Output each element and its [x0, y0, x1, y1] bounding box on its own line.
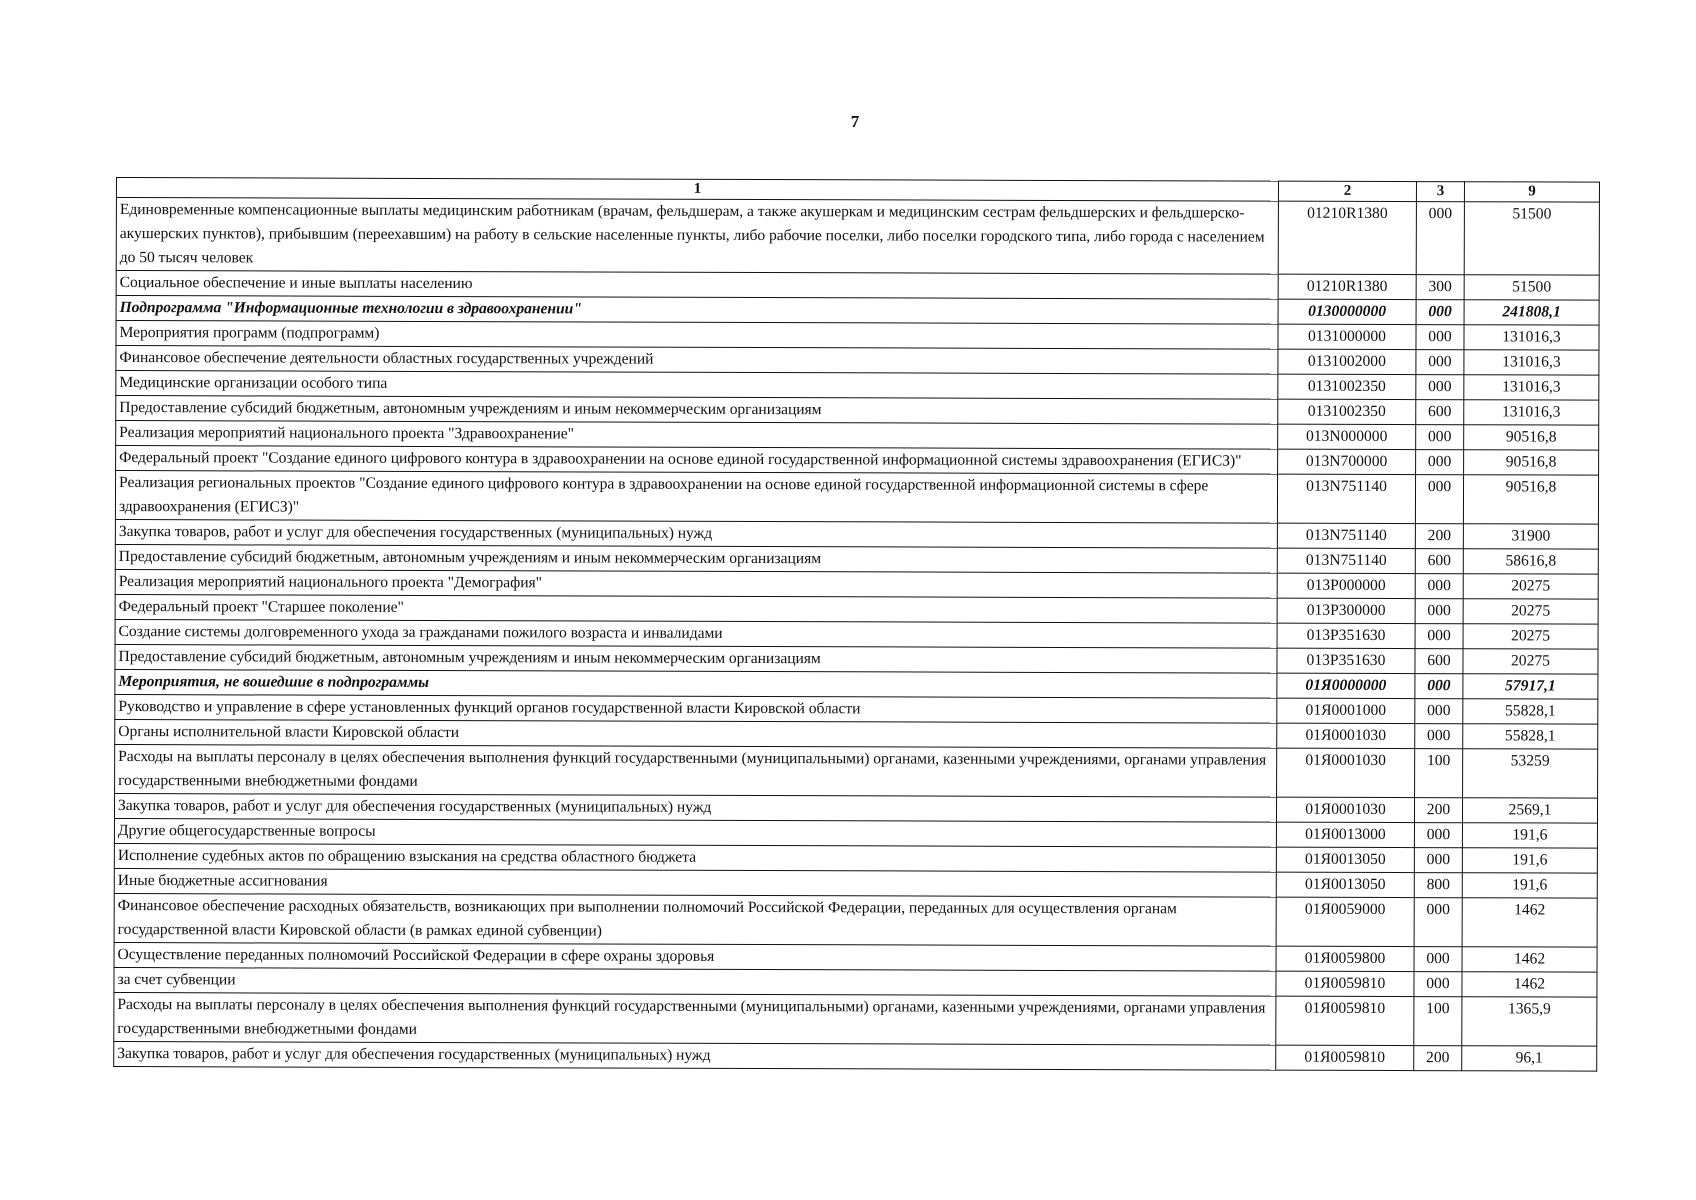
row-name-cell: Исполнение судебных актов по обращению взыскания на средства областного бюджета — [114, 843, 1276, 872]
row-kvr-cell: 000 — [1416, 425, 1464, 450]
row-name-cell: Мероприятия программ (подпрограмм) — [116, 321, 1278, 350]
row-sum-cell: 131016,3 — [1464, 400, 1599, 425]
row-kvr-cell: 600 — [1415, 549, 1463, 574]
row-name-cell: Осуществление переданных полномочий Российской Федерации в сфере охраны здоровья — [114, 942, 1276, 971]
row-name-cell: Расходы на выплаты персоналу в целях обеспечения выполнения функций государственными (муниципальными) органами, казенными учреждениями, органами управления государственными внебюджетными фондами — [115, 744, 1277, 797]
row-code-cell: 013N000000 — [1278, 424, 1416, 449]
row-sum-cell: 55828,1 — [1463, 699, 1598, 724]
row-kvr-cell: 000 — [1416, 350, 1464, 375]
row-sum-cell: 131016,3 — [1464, 375, 1599, 400]
row-sum-cell: 20275 — [1463, 574, 1598, 599]
row-code-cell: 01Я0059810 — [1276, 971, 1414, 996]
row-code-cell: 0131002000 — [1278, 349, 1416, 374]
row-sum-cell: 1462 — [1462, 898, 1597, 947]
row-name-cell: Расходы на выплаты персоналу в целях обеспечения выполнения функций государственными (муниципальными) органами, казенными учреждениями, органами управления государственными внебюджетными фондами — [114, 992, 1276, 1045]
row-sum-cell: 1365,9 — [1462, 997, 1597, 1046]
row-sum-cell: 55828,1 — [1463, 724, 1598, 749]
row-code-cell: 013N751140 — [1277, 523, 1415, 548]
row-kvr-cell: 000 — [1416, 450, 1464, 475]
row-kvr-cell: 000 — [1415, 674, 1463, 699]
row-code-cell: 0131002350 — [1278, 374, 1416, 399]
row-code-cell: 013P351630 — [1277, 623, 1415, 648]
row-code-cell: 01210R1380 — [1278, 201, 1416, 274]
row-sum-cell: 31900 — [1463, 524, 1598, 549]
row-name-cell: Социальное обеспечение и иные выплаты населению — [116, 271, 1278, 300]
header-col-9: 9 — [1464, 182, 1599, 202]
row-code-cell: 01Я0059000 — [1276, 897, 1414, 946]
row-name-cell: Подпрограмма "Информационные технологии в здравоохранении" — [116, 296, 1278, 325]
row-sum-cell: 51500 — [1464, 202, 1599, 275]
row-kvr-cell: 100 — [1415, 749, 1463, 798]
row-name-cell: Предоставление субсидий бюджетным, автономным учреждениям и иным некоммерческим организациям — [115, 544, 1277, 573]
row-name-cell: Закупка товаров, работ и услуг для обеспечения государственных (муниципальных) нужд — [115, 519, 1277, 548]
row-code-cell: 01210R1380 — [1278, 274, 1416, 299]
row-kvr-cell: 100 — [1414, 997, 1462, 1046]
page-number: 7 — [850, 112, 860, 131]
row-name-cell: Руководство и управление в сфере установленных функций органов государственной власти Кировской области — [115, 694, 1277, 723]
row-code-cell: 01Я0000000 — [1277, 673, 1415, 698]
row-sum-cell: 90516,8 — [1463, 475, 1598, 524]
row-sum-cell: 53259 — [1463, 749, 1598, 798]
row-sum-cell: 131016,3 — [1464, 325, 1599, 350]
row-code-cell: 013P000000 — [1277, 573, 1415, 598]
row-code-cell: 01Я0001000 — [1277, 698, 1415, 723]
budget-table — [113, 177, 1600, 1072]
row-sum-cell: 96,1 — [1462, 1046, 1597, 1071]
row-name-cell: Мероприятия, не вошедшие в подпрограммы — [115, 669, 1277, 698]
row-sum-cell: 1462 — [1462, 972, 1597, 997]
table-row — [115, 744, 1598, 798]
table-row — [114, 893, 1597, 947]
row-code-cell: 01Я0013050 — [1276, 847, 1414, 872]
header-col-2: 2 — [1278, 181, 1416, 201]
row-code-cell: 0130000000 — [1278, 299, 1416, 324]
row-kvr-cell: 000 — [1415, 724, 1463, 749]
row-code-cell: 01Я0059810 — [1276, 1045, 1414, 1070]
row-kvr-cell: 000 — [1415, 574, 1463, 599]
row-code-cell: 013N751140 — [1277, 548, 1415, 573]
row-sum-cell: 2569,1 — [1462, 798, 1597, 823]
row-name-cell: Реализация мероприятий национального проекта "Демография" — [115, 569, 1277, 598]
row-sum-cell: 57917,1 — [1463, 674, 1598, 699]
row-kvr-cell: 800 — [1414, 873, 1462, 898]
row-sum-cell: 20275 — [1463, 649, 1598, 674]
row-kvr-cell: 000 — [1414, 898, 1462, 947]
row-sum-cell: 20275 — [1463, 599, 1598, 624]
row-sum-cell: 191,6 — [1462, 823, 1597, 848]
row-code-cell: 01Я0013050 — [1276, 872, 1414, 897]
row-sum-cell: 51500 — [1464, 275, 1599, 300]
row-kvr-cell: 000 — [1414, 972, 1462, 997]
row-code-cell: 013P300000 — [1277, 598, 1415, 623]
row-name-cell: Финансовое обеспечение деятельности областных государственных учреждений — [116, 346, 1278, 375]
row-code-cell: 01Я0059800 — [1276, 946, 1414, 971]
table-row — [116, 198, 1599, 276]
row-sum-cell: 191,6 — [1462, 873, 1597, 898]
row-code-cell: 01Я0013000 — [1276, 822, 1414, 847]
table-row — [114, 1041, 1597, 1071]
row-kvr-cell: 200 — [1414, 1046, 1462, 1071]
row-kvr-cell: 000 — [1416, 300, 1464, 325]
row-code-cell: 0131000000 — [1278, 324, 1416, 349]
row-code-cell: 01Я0001030 — [1277, 748, 1415, 797]
row-sum-cell: 58616,8 — [1463, 549, 1598, 574]
row-name-cell: Предоставление субсидий бюджетным, автономным учреждениям и иным некоммерческим организациям — [115, 644, 1277, 673]
row-name-cell: за счет субвенции — [114, 967, 1276, 996]
row-name-cell: Создание системы долговременного ухода за гражданами пожилого возраста и инвалидами — [115, 619, 1277, 648]
row-sum-cell: 1462 — [1462, 947, 1597, 972]
row-name-cell: Предоставление субсидий бюджетным, автономным учреждениям и иным некоммерческим организациям — [116, 396, 1278, 425]
row-kvr-cell: 000 — [1416, 202, 1464, 275]
row-code-cell: 01Я0001030 — [1277, 723, 1415, 748]
row-kvr-cell: 200 — [1414, 798, 1462, 823]
row-kvr-cell: 300 — [1416, 275, 1464, 300]
row-kvr-cell: 000 — [1415, 624, 1463, 649]
table-row — [115, 471, 1598, 525]
header-col-1: 1 — [116, 178, 1278, 202]
row-name-cell: Федеральный проект "Старшее поколение" — [115, 594, 1277, 623]
row-kvr-cell: 000 — [1416, 325, 1464, 350]
row-name-cell: Иные бюджетные ассигнования — [114, 868, 1276, 897]
row-code-cell: 01Я0001030 — [1276, 797, 1414, 822]
row-code-cell: 0131002350 — [1278, 399, 1416, 424]
row-kvr-cell: 600 — [1415, 649, 1463, 674]
row-name-cell: Медицинские организации особого типа — [116, 371, 1278, 400]
row-name-cell: Органы исполнительной власти Кировской области — [115, 719, 1277, 748]
row-name-cell: Другие общегосударственные вопросы — [114, 818, 1276, 847]
row-kvr-cell: 600 — [1416, 400, 1464, 425]
row-code-cell: 013P351630 — [1277, 648, 1415, 673]
row-name-cell: Финансовое обеспечение расходных обязательств, возникающих при выполнении полномочий Российской Федерации, переданных для осуществления органам государственной власти Кировской области (в рамках единой субвенции) — [114, 893, 1276, 946]
row-code-cell: 01Я0059810 — [1276, 996, 1414, 1045]
row-sum-cell: 191,6 — [1462, 848, 1597, 873]
row-name-cell: Закупка товаров, работ и услуг для обеспечения государственных (муниципальных) нужд — [114, 1041, 1276, 1070]
row-sum-cell: 90516,8 — [1464, 450, 1599, 475]
row-kvr-cell: 000 — [1414, 848, 1462, 873]
row-kvr-cell: 000 — [1415, 699, 1463, 724]
table-row — [114, 992, 1597, 1046]
row-name-cell: Федеральный проект "Создание единого цифрового контура в здравоохранении на основе единой государственной информационной системы здравоохранения (ЕГИСЗ)" — [116, 446, 1278, 475]
row-kvr-cell: 000 — [1415, 475, 1463, 524]
row-name-cell: Закупка товаров, работ и услуг для обеспечения государственных (муниципальных) нужд — [114, 793, 1276, 822]
row-kvr-cell: 000 — [1415, 599, 1463, 624]
row-kvr-cell: 000 — [1414, 823, 1462, 848]
row-kvr-cell: 000 — [1416, 375, 1464, 400]
table-body — [114, 198, 1600, 1072]
row-sum-cell: 241808,1 — [1464, 300, 1599, 325]
row-code-cell: 013N751140 — [1277, 474, 1415, 523]
row-sum-cell: 131016,3 — [1464, 350, 1599, 375]
row-kvr-cell: 000 — [1414, 947, 1462, 972]
row-sum-cell: 90516,8 — [1464, 425, 1599, 450]
row-sum-cell: 20275 — [1463, 624, 1598, 649]
row-kvr-cell: 200 — [1415, 524, 1463, 549]
row-name-cell: Реализация мероприятий национального проекта "Здравоохранение" — [116, 421, 1278, 450]
row-name-cell: Реализация региональных проектов "Создание единого цифрового контура в здравоохранении на основе единой государственной информационной системы в сфере здравоохранения (ЕГИСЗ)" — [115, 471, 1277, 524]
header-col-3: 3 — [1416, 182, 1464, 202]
row-name-cell: Единовременные компенсационные выплаты медицинским работникам (врачам, фельдшерам, а также акушеркам и медицинским сестрам фельдшерских и фельдшерско-акушерских пунктов), прибывшим (переехавшим) на работу в сельские населенные пункты, либо рабочие поселки, либо поселки городского типа, либо города с населением до 50 тысяч человек — [116, 198, 1278, 275]
row-code-cell: 013N700000 — [1278, 449, 1416, 474]
